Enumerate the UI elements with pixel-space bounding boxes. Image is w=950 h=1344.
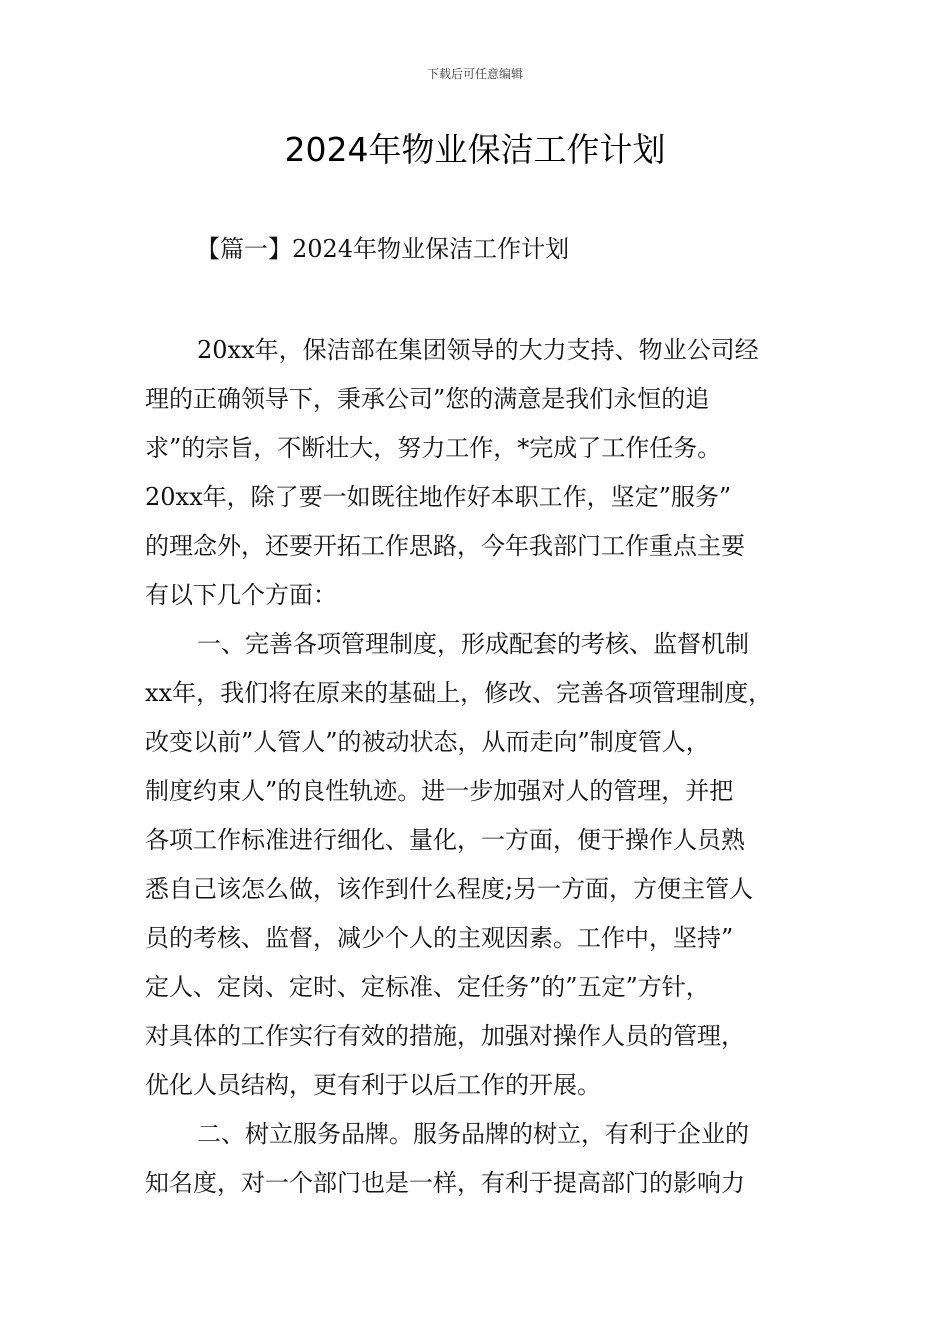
body-text (145, 326, 815, 1208)
paragraph-line: 改变以前”人管人”的被动状态，从而走向”制度管人， (145, 728, 710, 756)
paragraph-line: 知名度，对一个部门也是一样，有利于提高部门的影响力 (145, 1169, 745, 1197)
document-title: 2024年物业保洁工作计划 (284, 130, 666, 169)
header-note: 下载后可任意编辑 (426, 67, 523, 81)
paragraph-line: xx年，我们将在原来的基础上，修改、完善各项管理制度， (145, 679, 773, 707)
paragraph-line: 悉自己该怎么做，该作到什么程度;另一方面，方便主管人 (145, 875, 754, 903)
paragraph-line: 优化人员结构，更有利于以后工作的开展。 (145, 1071, 601, 1099)
paragraph-line: 的理念外，还要开拓工作思路，今年我部门工作重点主要 (145, 532, 745, 560)
paragraph-line: 员的考核、监督，减少个人的主观因素。工作中，坚持” (145, 924, 734, 952)
paragraph-line: 有以下几个方面： (145, 581, 337, 609)
paragraph-line: 20xx年，保洁部在集团领导的大力支持、物业公司经 (197, 336, 759, 364)
paragraph-line: 定人、定岗、定时、定标准、定任务”的”五定”方针， (145, 973, 710, 1001)
paragraph-line: 制度约束人”的良性轨迹。进一步加强对人的管理，并把 (145, 777, 734, 805)
section-heading: 【篇一】2024年物业保洁工作计划 (196, 235, 570, 263)
paragraph-line: 对具体的工作实行有效的措施，加强对操作人员的管理， (145, 1022, 745, 1050)
paragraph-line: 二、树立服务品牌。服务品牌的树立，有利于企业的 (197, 1120, 749, 1148)
paragraph-line: 20xx年，除了要一如既往地作好本职工作，坚定”服务” (145, 483, 732, 511)
paragraph-line: 一、完善各项管理制度，形成配套的考核、监督机制 (197, 630, 749, 658)
paragraph-line: 求”的宗旨，不断壮大，努力工作，*完成了工作任务。 (145, 434, 722, 462)
paragraph-line: 理的正确领导下，秉承公司”您的满意是我们永恒的追 (145, 385, 710, 413)
paragraph-line: 各项工作标准进行细化、量化，一方面，便于操作人员熟 (145, 826, 745, 854)
